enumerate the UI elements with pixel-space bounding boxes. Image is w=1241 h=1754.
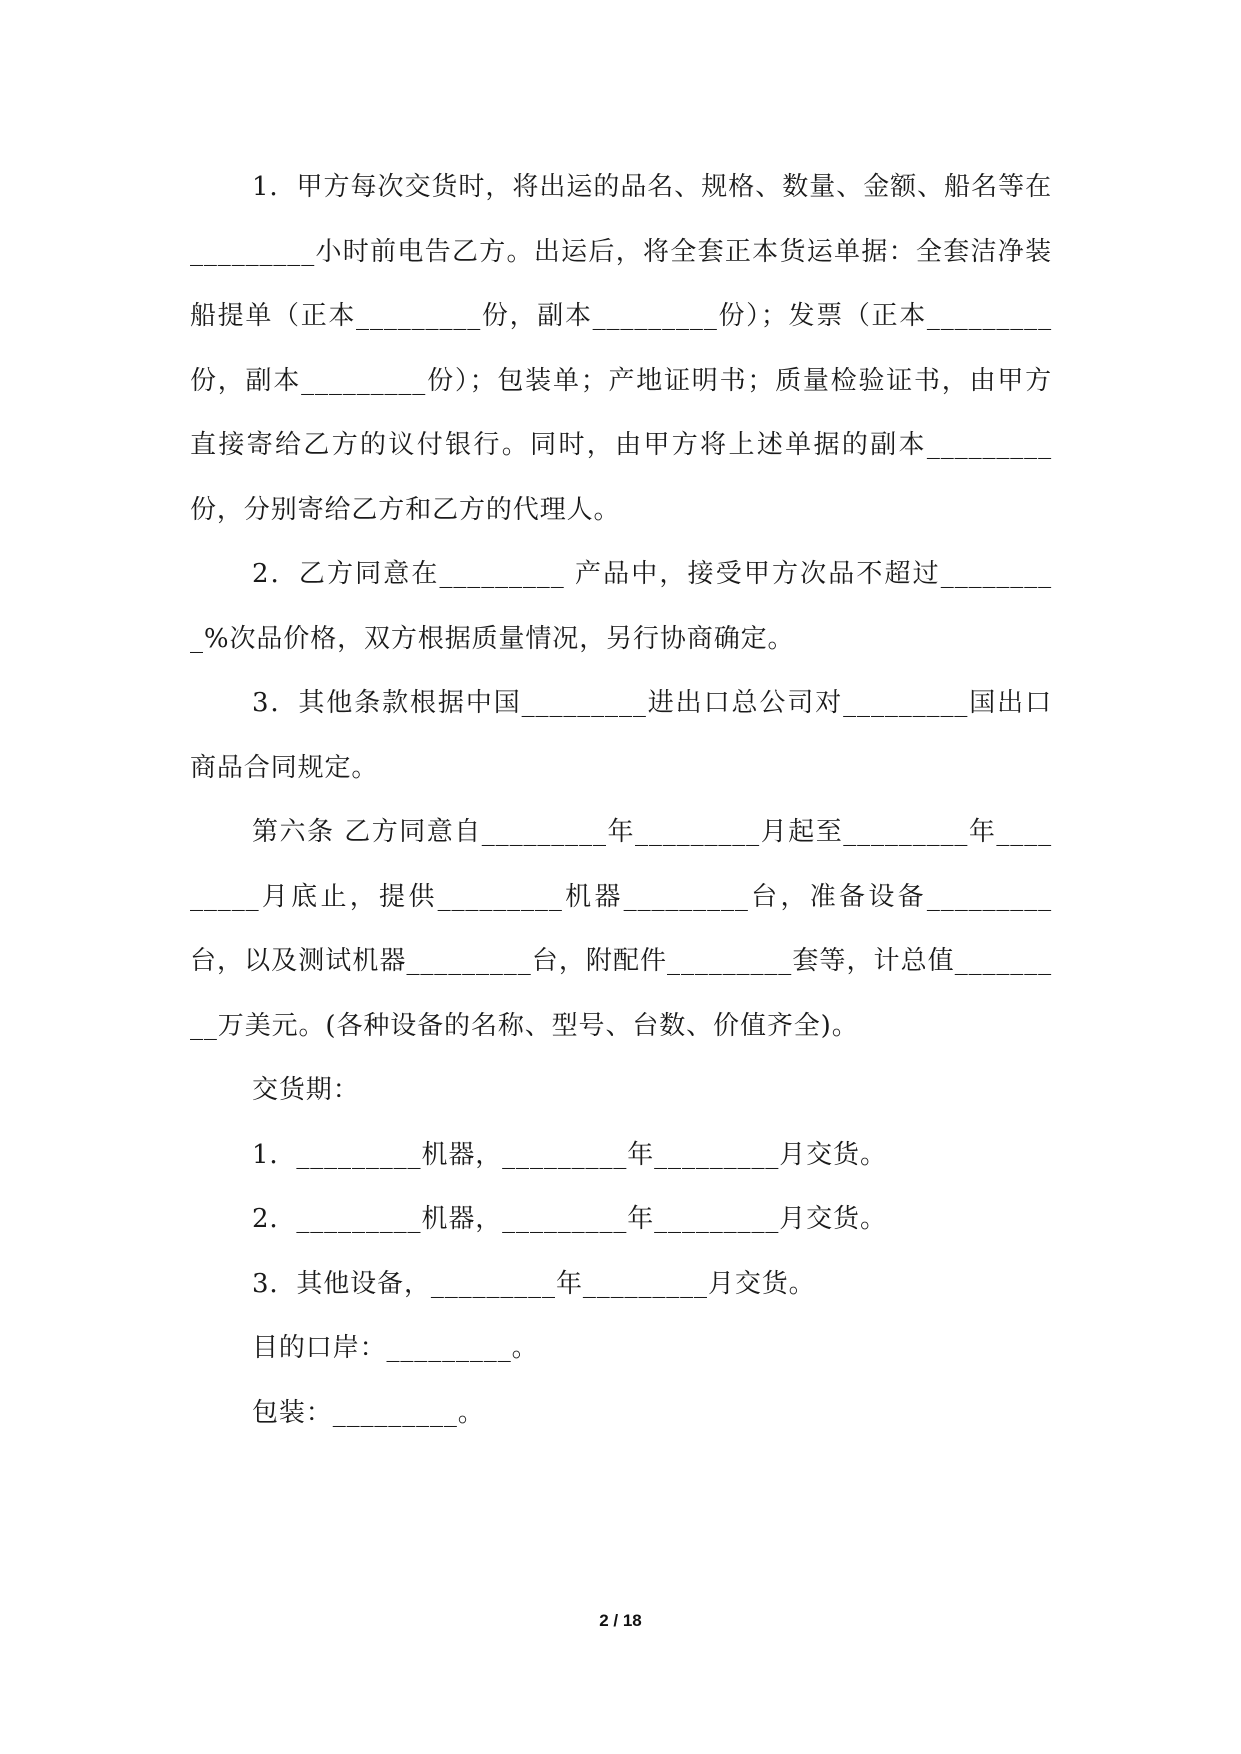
document-body xyxy=(190,155,1052,1445)
paragraph-article-six: 第六条 乙方同意自_________年_________月起至_________年_________月底止，提供_________机器_________台，准备设备_________台，以及测试机器_________台，附配件_________套等，计总值_________万美元。(各种设备的名称、型号、台数、价值齐全)。 xyxy=(190,817,1052,1041)
delivery-item-3: 3．其他设备，_________年_________月交货。 xyxy=(252,1268,816,1299)
delivery-item-1: 1．_________机器，_________年_________月交货。 xyxy=(252,1139,887,1170)
packaging: 包装：_________。 xyxy=(252,1397,485,1428)
heading-delivery-period: 交货期： xyxy=(252,1075,360,1105)
paragraph-delivery-notice: 1．甲方每次交货时，将出运的品名、规格、数量、金额、船名等在_________小时前电告乙方。出运后，将全套正本货运单据：全套洁净装船提单（正本_________份，副本_________份）；发票（正本_________份，副本_________份）；包装单；产地证明书；质量检验证书，由甲方直接寄给乙方的议付银行。同时，由甲方将上述单据的副本_________份，分别寄给乙方和乙方的代理人。 xyxy=(190,172,1052,525)
delivery-item-2: 2．_________机器，_________年_________月交货。 xyxy=(252,1204,887,1234)
destination-port: 目的口岸：_________。 xyxy=(252,1333,539,1363)
paragraph-other-terms: 3．其他条款根据中国_________进出口总公司对_________国出口商品合同规定。 xyxy=(190,688,1052,783)
paragraph-defective-goods: 2．乙方同意在_________ 产品中，接受甲方次品不超过_________%次品价格，双方根据质量情况，另行协商确定。 xyxy=(190,559,1052,654)
page-number: 2 / 18 xyxy=(599,1611,642,1630)
